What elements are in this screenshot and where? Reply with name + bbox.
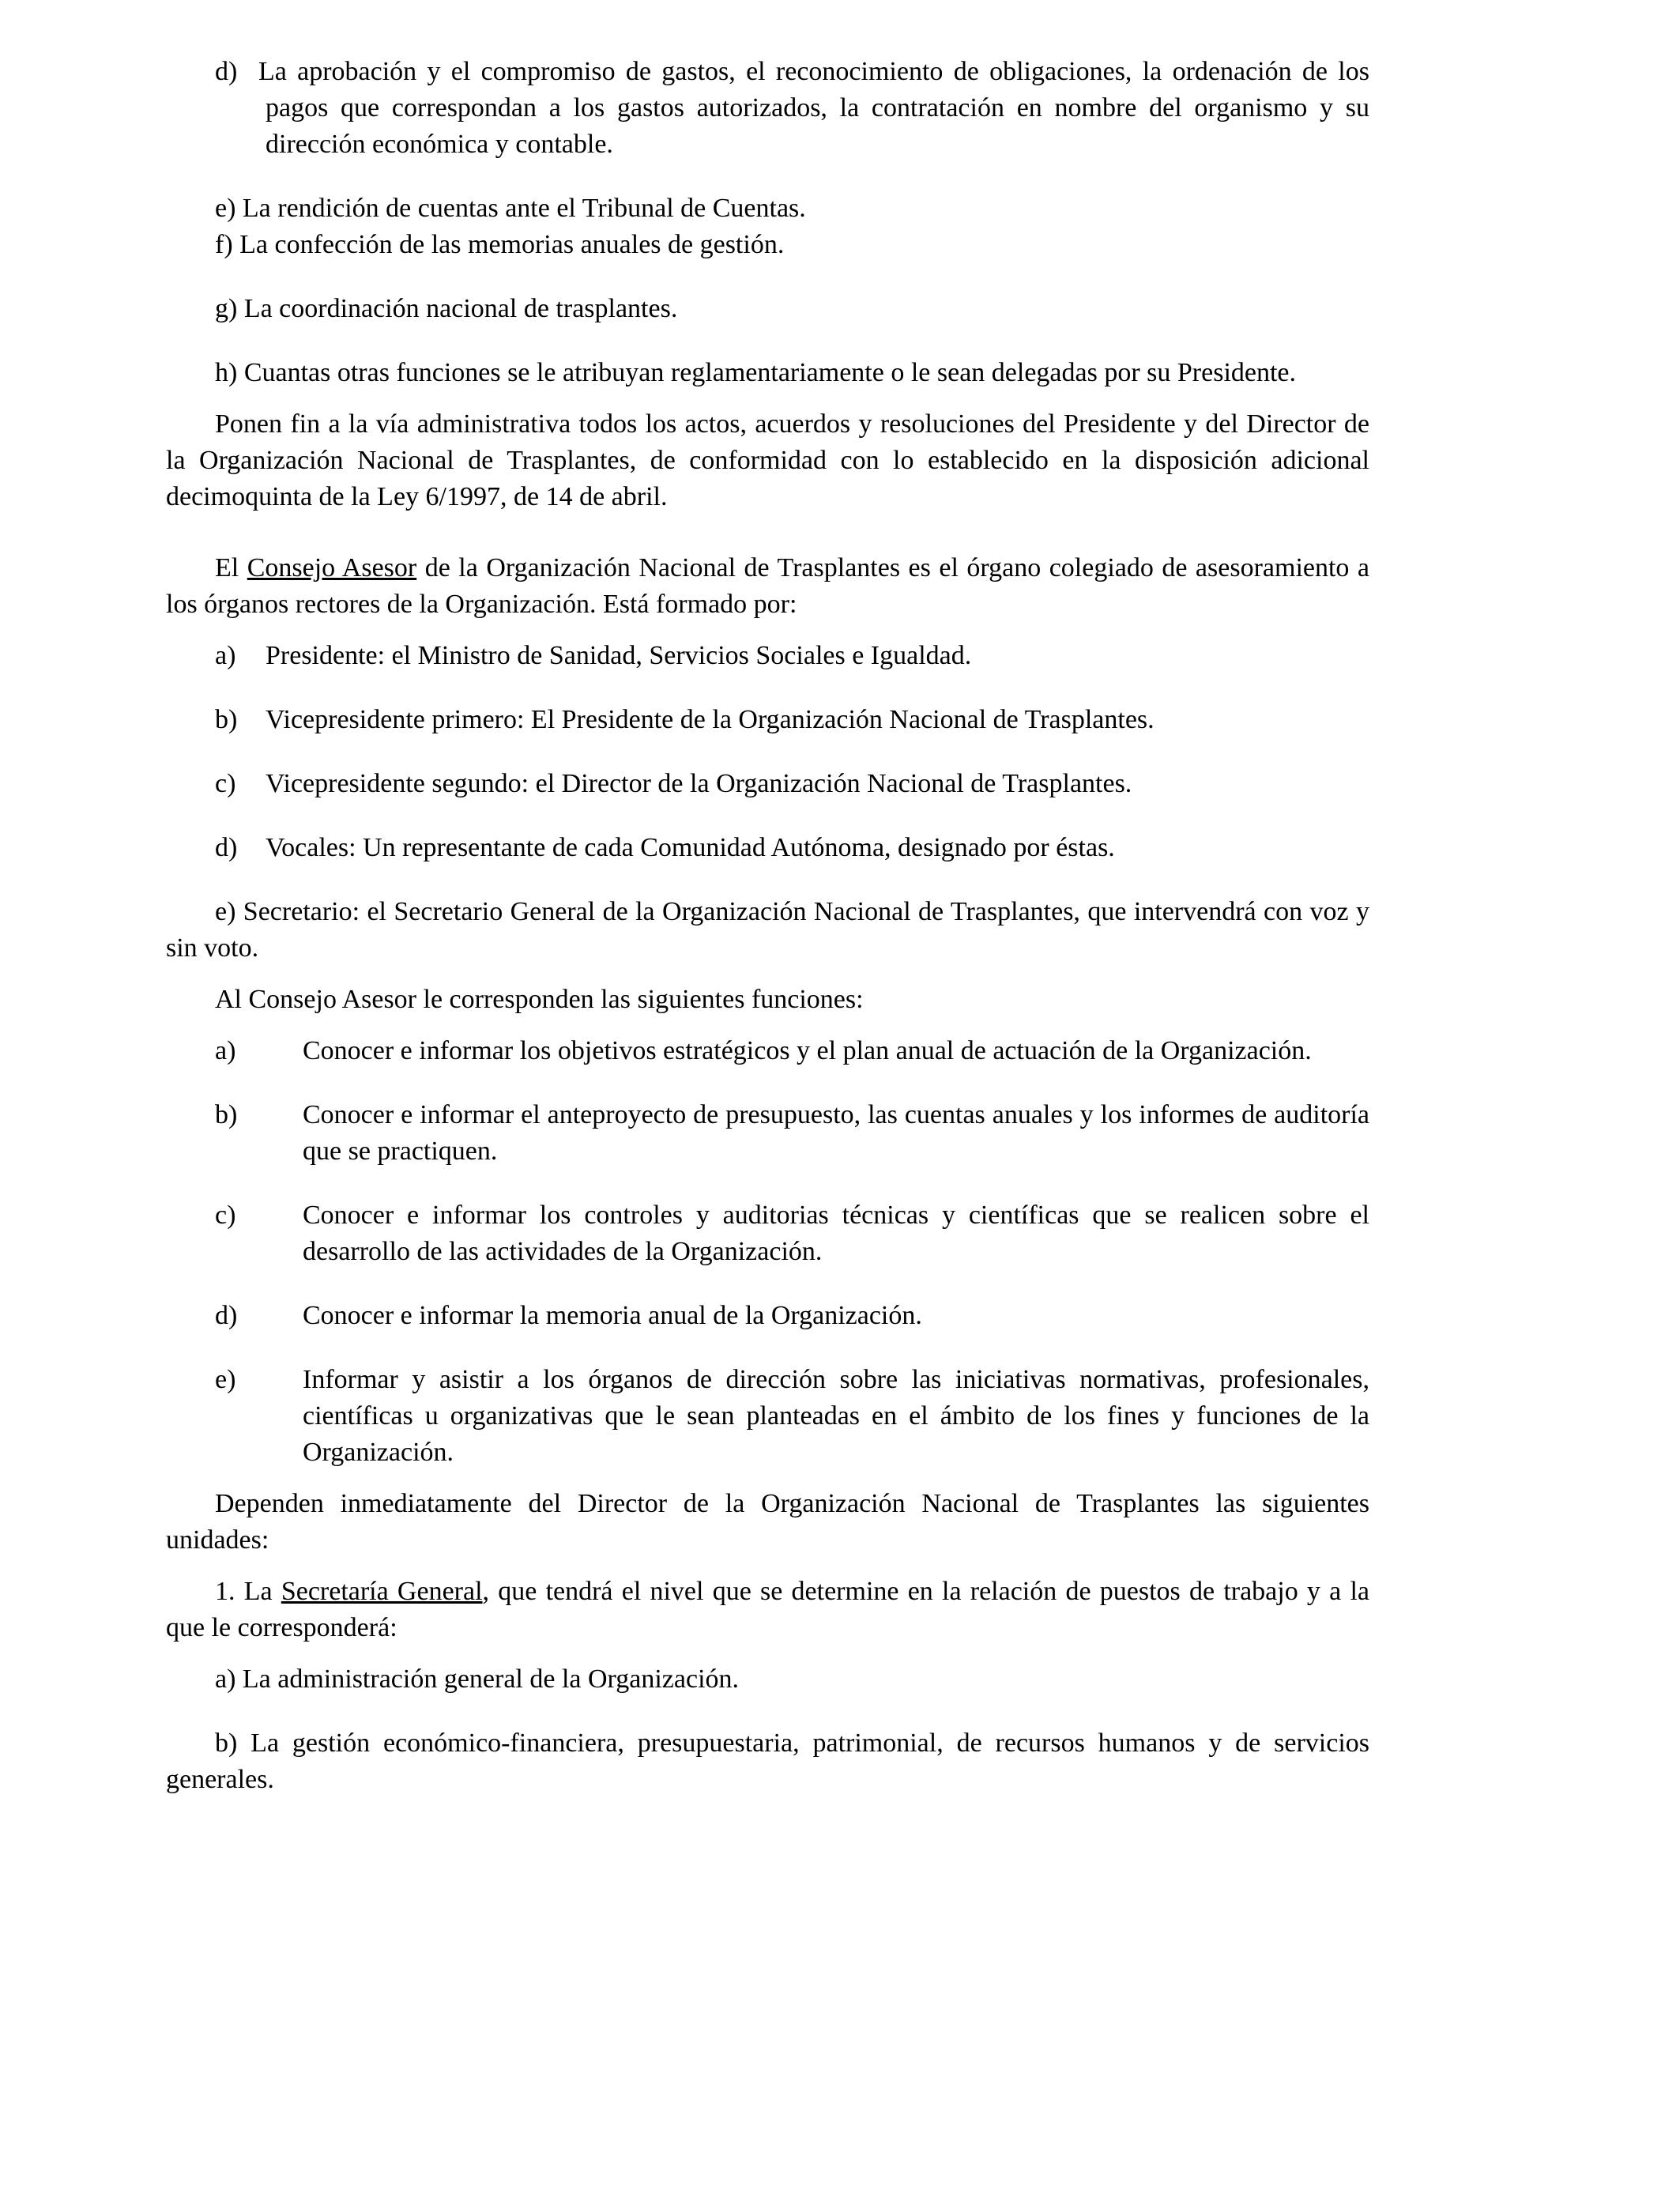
list-item-label: d) bbox=[215, 57, 238, 86]
member-item: b) Vicepresidente primero: El Presidente de la Organización Nacional de Trasplantes. bbox=[215, 705, 1155, 734]
list-item-h: h) Cuantas otras funciones se le atribuyan reglamentariamente o le sean delegadas por su Presidente. bbox=[215, 358, 1297, 387]
document-page bbox=[166, 54, 1369, 1798]
paragraph-consejo-asesor: El Consejo Asesor de la Organización Nacional de Trasplantes es el órgano colegiado de asesoramiento a los órganos rectores de la Organización. Está formado por: bbox=[166, 553, 1370, 619]
list-item-g: g) La coordinación nacional de trasplantes. bbox=[215, 294, 678, 323]
member-item: d) Vocales: Un representante de cada Comunidad Autónoma, designado por éstas. bbox=[215, 833, 1115, 862]
secretaria-general-term: Secretaría General bbox=[281, 1577, 483, 1606]
list-item-text: La aprobación y el compromiso de gastos, el reconocimiento de obligaciones, la ordenación de los pagos que correspondan a los gastos autorizados, la contratación en nombre del organismo y su dirección económica y contable. bbox=[258, 57, 1369, 159]
consejo-asesor-term: Consejo Asesor bbox=[247, 553, 417, 582]
function-item: b) Conocer e informar el anteproyecto de presupuesto, las cuentas anuales y los informes de auditoría que se practiquen. bbox=[215, 1100, 1369, 1166]
member-item: a) Presidente: el Ministro de Sanidad, Servicios Sociales e Igualdad. bbox=[215, 641, 972, 670]
paragraph-fin-via-administrativa: Ponen fin a la vía administrativa todos los actos, acuerdos y resoluciones del Presidente y del Director de la Organización Nacional de Trasplantes, de conformidad con lo establecido en la disposición adicional decimoquinta de la Ley 6/1997, de 14 de abril. bbox=[166, 409, 1369, 511]
function-item: e) Informar y asistir a los órganos de dirección sobre las iniciativas normativas, profesionales, científicas u organizativas que le sean planteadas en el ámbito de los fines y funciones de la Organización. bbox=[215, 1365, 1369, 1467]
secretaria-item-a: a) La administración general de la Organización. bbox=[215, 1664, 740, 1694]
paragraph-dependen: Dependen inmediatamente del Director de la Organización Nacional de Trasplantes las siguientes unidades: bbox=[166, 1489, 1369, 1555]
secretaria-item-b: b) La gestión económico-financiera, presupuestaria, patrimonial, de recursos humanos y de servicios generales. bbox=[166, 1728, 1369, 1794]
paragraph-funciones-intro: Al Consejo Asesor le corresponden las siguientes funciones: bbox=[215, 985, 864, 1014]
list-item-e: e) La rendición de cuentas ante el Tribunal de Cuentas. bbox=[215, 194, 806, 223]
list-item-d bbox=[166, 54, 1369, 163]
function-item: d) Conocer e informar la memoria anual de la Organización. bbox=[215, 1301, 922, 1330]
paragraph-secretaria-general: 1. La Secretaría General, que tendrá el nivel que se determine en la relación de puestos de trabajo y a la que le corresponderá: bbox=[166, 1577, 1370, 1642]
member-item: c) Vicepresidente segundo: el Director de la Organización Nacional de Trasplantes. bbox=[215, 769, 1132, 798]
function-item: c) Conocer e informar los controles y auditorias técnicas y científicas que se realicen sobre el desarrollo de las actividades de la Organización. bbox=[215, 1201, 1369, 1266]
paragraph-secretario: e) Secretario: el Secretario General de la Organización Nacional de Trasplantes, que intervendrá con voz y sin voto. bbox=[166, 897, 1369, 963]
function-item: a) Conocer e informar los objetivos estratégicos y el plan anual de actuación de la Organización. bbox=[215, 1036, 1312, 1065]
list-item-f: f) La confección de las memorias anuales de gestión. bbox=[215, 230, 785, 259]
